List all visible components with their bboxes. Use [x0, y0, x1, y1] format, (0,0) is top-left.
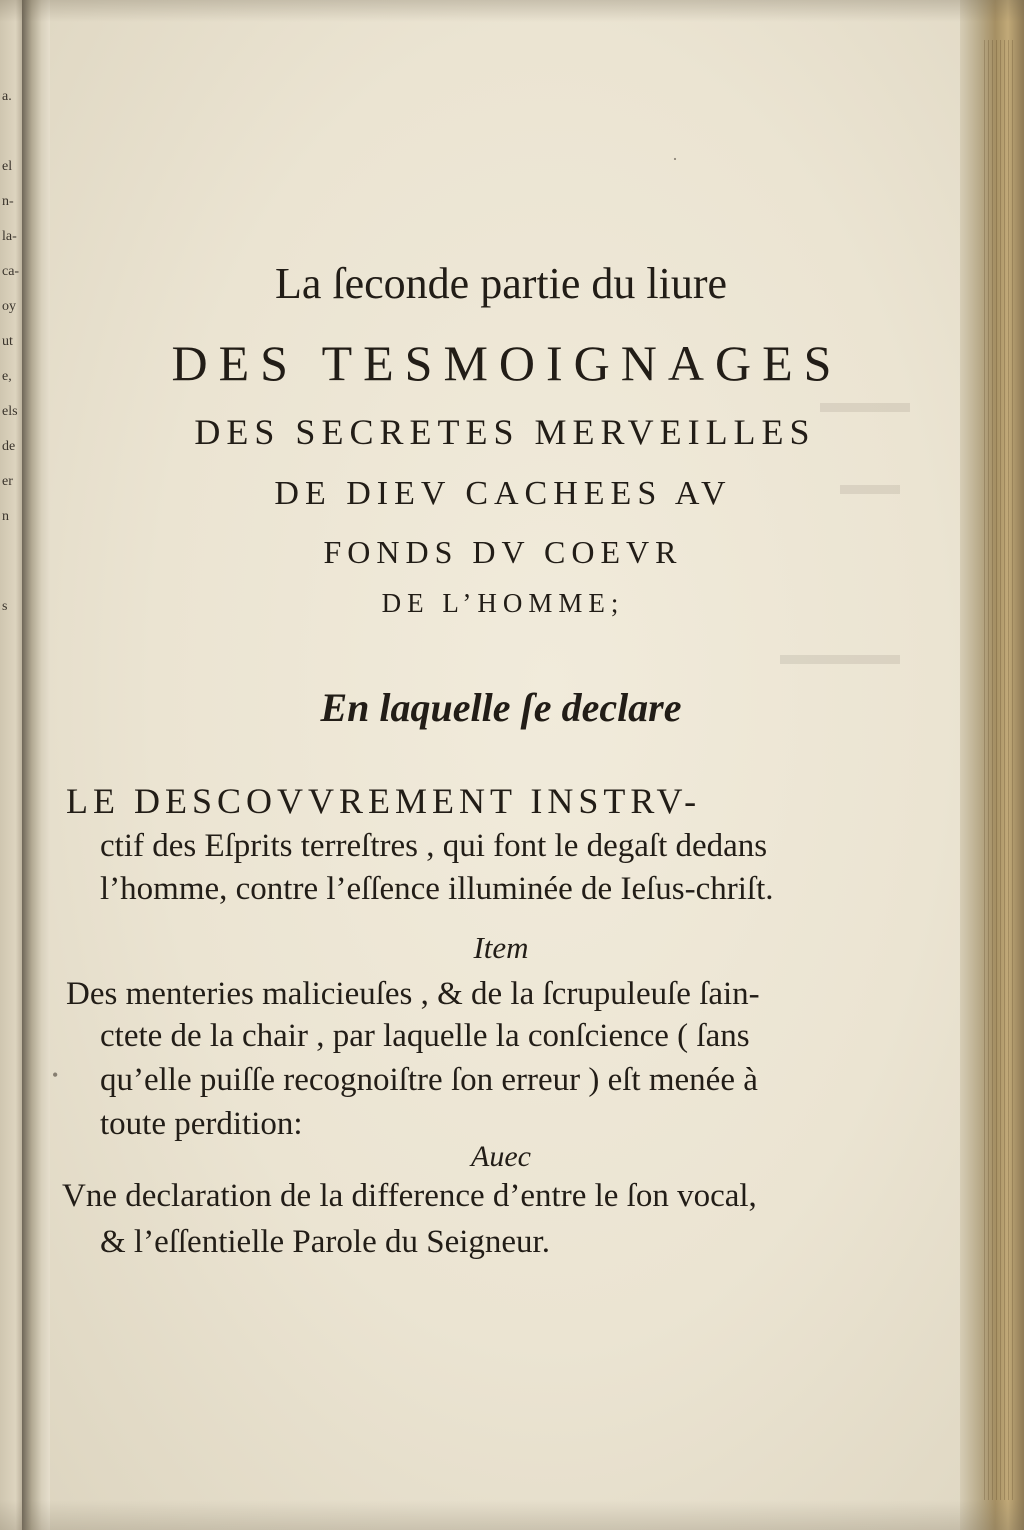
italic-heading: En laquelle ſe declare	[320, 685, 682, 730]
facing-fragment: a.	[2, 89, 12, 104]
facing-fragment: s	[2, 599, 8, 614]
facing-fragment: els	[2, 404, 18, 419]
speck: •	[52, 1065, 59, 1085]
paragraph-line: l’homme, contre l’eſſence illuminée de Ieſus-chriſt.	[100, 871, 774, 907]
paragraph-line: qu’elle puiſſe recognoiſtre ſon erreur ) eſt menée à	[100, 1062, 758, 1098]
paragraph-line: ctete de la chair , par laquelle la conſcience ( ſans	[100, 1018, 750, 1054]
subtitle-line: FONDS DV COEVR	[323, 534, 683, 570]
show-through: ▬▬▬▬	[780, 638, 900, 671]
subtitle-line: DES SECRETES MERVEILLES	[194, 412, 816, 452]
subtitle-line: DE DIEV CACHEES AV	[274, 475, 732, 512]
title-lead: La ſeconde partie du liure	[274, 259, 727, 308]
speck: ·	[672, 149, 678, 169]
facing-fragment: la-	[2, 229, 17, 244]
facing-fragment: ca-	[2, 264, 20, 279]
paragraph-line: Vne declaration de la difference d’entre le ſon vocal,	[62, 1178, 757, 1214]
facing-fragment: n	[2, 509, 9, 524]
show-through: ▬▬	[840, 468, 900, 501]
paragraph-line: Des menteries malicieuſes , & de la ſcrupuleuſe ſain-	[66, 976, 760, 1012]
item-label: Item	[473, 930, 529, 965]
paragraph-line: & l’eſſentielle Parole du Seigneur.	[100, 1224, 550, 1260]
binding-gutter	[22, 0, 50, 1530]
facing-fragment: er	[2, 474, 13, 489]
paragraph-line: toute perdition:	[100, 1106, 303, 1142]
page-stack-edge	[960, 0, 1024, 1530]
top-shadow	[0, 0, 1024, 22]
auec-label: Auec	[471, 1140, 531, 1173]
facing-fragment: oy	[2, 299, 16, 314]
show-through: ▬▬▬	[820, 386, 910, 419]
paragraph-line: LE DESCOVVREMENT INSTRV-	[66, 781, 702, 821]
main-title: DES TESMOIGNAGES	[171, 335, 843, 391]
facing-fragment: e,	[2, 369, 12, 384]
facing-fragment: ut	[2, 334, 13, 349]
facing-fragment: de	[2, 439, 16, 454]
page-stack-lines	[984, 40, 1014, 1500]
paragraph-line: ctif des Eſprits terreſtres , qui font le degaſt dedans	[100, 828, 768, 864]
subtitle-line: DE L’HOMME;	[381, 588, 625, 618]
facing-fragment: n-	[2, 194, 14, 209]
page-paper	[42, 0, 964, 1530]
facing-fragment: el	[2, 159, 13, 174]
bottom-shadow	[0, 1500, 1024, 1530]
